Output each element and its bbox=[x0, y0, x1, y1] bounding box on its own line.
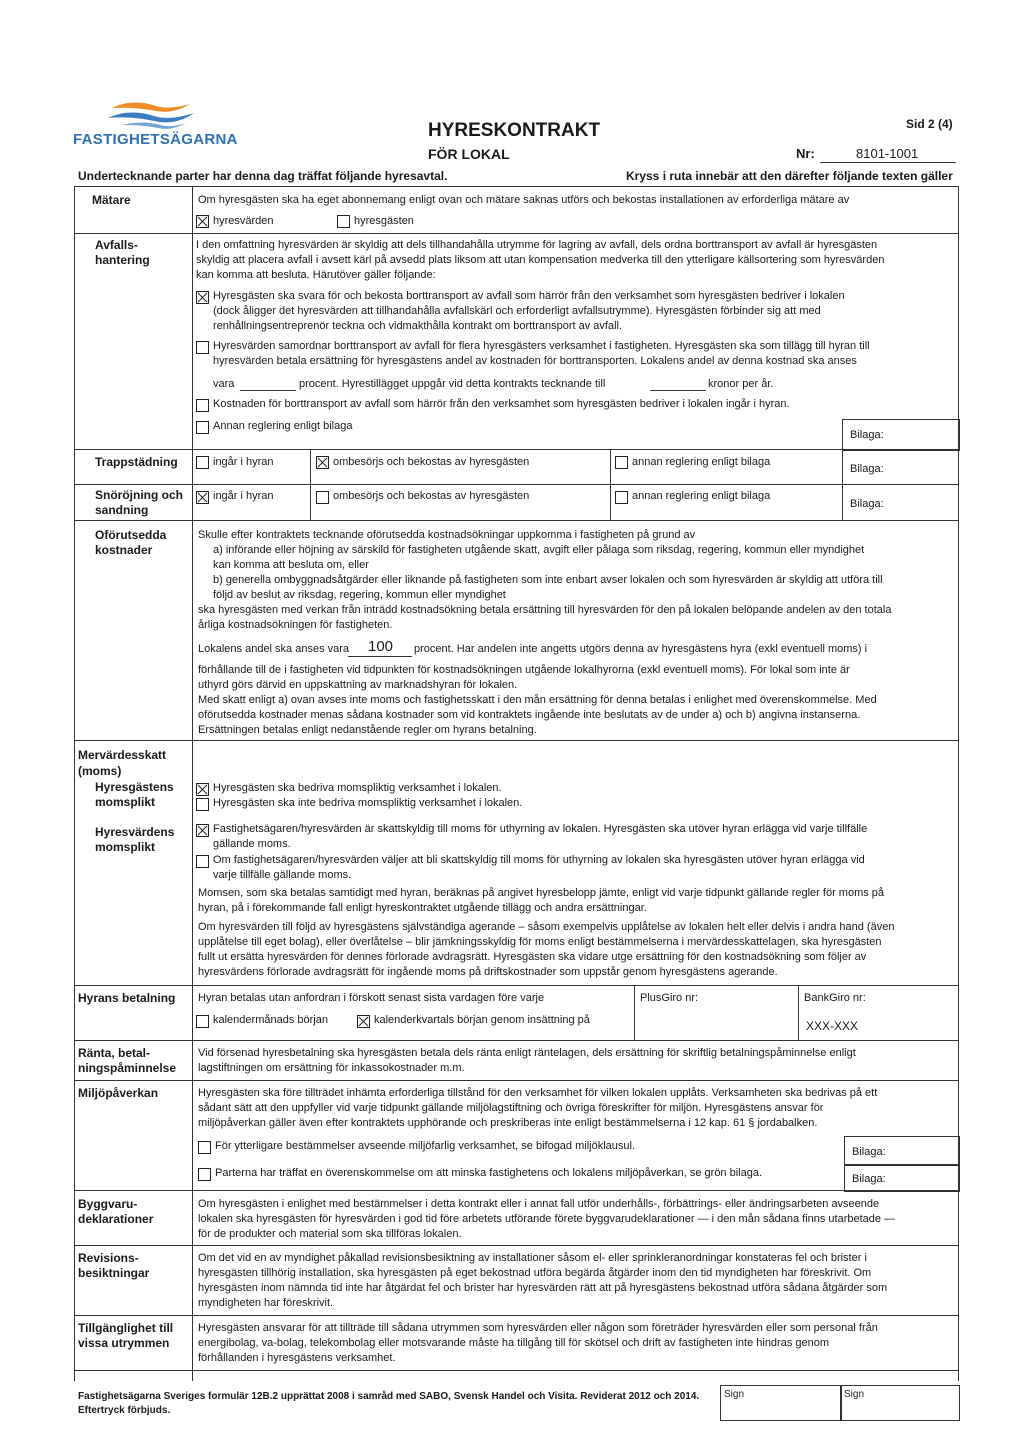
revision-line: myndigheten har föreskrivit. bbox=[198, 1297, 334, 1309]
betalning-text: Hyran betalas utan anfordran i förskott senast sista vardagen före varje bbox=[198, 992, 545, 1004]
ofor-andel-label: Lokalens andel ska anses vara bbox=[198, 643, 350, 655]
avfall-checkbox-annan[interactable] bbox=[196, 421, 209, 434]
footer-line2: Eftertryck förbjuds. bbox=[78, 1405, 171, 1416]
trapp-label: Trappstädning bbox=[95, 455, 178, 469]
logo-waves-icon bbox=[108, 98, 198, 130]
bankgiro-value[interactable]: XXX-XXX bbox=[806, 1019, 859, 1033]
miljo-line: Hyresgästen ska före tillträdet inhämta erforderliga tillstånd för den verksamhet för vilken lokalen upplåts. Verksamheten ska bedrivas på ett bbox=[198, 1087, 878, 1099]
avfall-option2-line: hyresvärden betala ersättning för hyresgästens andel av kostnaden för borttransporten. Lokalens andel av denna kostnad ska anses bbox=[213, 355, 857, 367]
plusgiro-label: PlusGiro nr: bbox=[640, 992, 699, 1004]
ofor-line: följd av beslut av riksdag, regering, kommun eller myndighet bbox=[213, 589, 506, 601]
avfall-kronor-input[interactable] bbox=[650, 390, 706, 391]
matare-option-hyresvarden: hyresvärden bbox=[213, 215, 274, 227]
contract-nr-label: Nr: bbox=[796, 146, 815, 161]
ranta-label-line1: Ränta, betal- bbox=[78, 1046, 151, 1060]
moms-hv-label-line2: momsplikt bbox=[95, 840, 156, 854]
ofor-andel-line bbox=[348, 656, 412, 657]
document-title: HYRESKONTRAKT bbox=[428, 120, 601, 141]
matare-checkbox-hyresvarden[interactable] bbox=[196, 215, 209, 228]
ranta-line: Vid försenad hyresbetalning ska hyresgästen betala dels ränta enligt räntelagen, dels ersättning för skriftlig betalningspåminnelse enligt bbox=[198, 1047, 856, 1059]
revision-label-line1: Revisions- bbox=[78, 1251, 139, 1265]
snow-checkbox-annan[interactable] bbox=[615, 491, 628, 504]
matare-text: Om hyresgästen ska ha eget abonnemang enligt ovan och mätare saknas utförs och bekostas installationen av erforderliga mätare av bbox=[198, 194, 850, 206]
moms-hv-option1-line: Fastighetsägaren/hyresvärden är skattskyldig till moms för uthyrning av lokalen. Hyresgästen ska utöver hyran erlägga vid varje tillfälle bbox=[213, 823, 868, 835]
avfall-intro-line: kan komma att besluta. Härutöver gäller följande: bbox=[196, 269, 436, 281]
moms-para1-line: hyran, på i förekommande fall enligt hyreskontraktet utgående tillägg och andra ersättningar. bbox=[198, 902, 647, 914]
avfall-checkbox-hyresgast[interactable] bbox=[196, 291, 209, 304]
revision-line: hyresgästen tillhörig installation, ska hyresgästen på eget bekostnad utföra begärda åtgärder inom den tid myndigheten har föreskrivit. Om bbox=[198, 1267, 872, 1279]
betalning-checkbox-kvartal[interactable] bbox=[357, 1015, 370, 1028]
miljo-line: sådant sätt att den uppfyller vid varje tidpunkt gällande miljölagstiftning och övriga föreskrifter för miljön. Hyresgästens ansvar för bbox=[198, 1102, 824, 1114]
betalning-option-kvartal: kalenderkvartals början genom insättning på bbox=[374, 1014, 590, 1026]
tillg-line: energibolag, va-bolag, telekombolag eller motsvarande måste ha tillgång till för skötsel och drift av fastigheten inte hindras genom bbox=[198, 1337, 830, 1349]
moms-hv-label-line1: Hyresvärdens bbox=[95, 825, 175, 839]
ofor-line2: Ersättningen betalas enligt nedanstående regler om hyrans betalning. bbox=[198, 724, 537, 736]
avfall-option1-line: Hyresgästen ska svara för och bekosta borttransport av avfall som härrör från den verksamhet som hyresgästen bedriver i lokalen bbox=[213, 290, 845, 302]
miljo-line: miljöpåverkan gäller även efter kontraktets upphörande och preskriberas inte enligt bestämmelserna i 12 kap. 61 § jordabalken. bbox=[198, 1117, 818, 1129]
miljo-bilaga1-label: Bilaga: bbox=[852, 1146, 886, 1158]
ofor-line: a) införande eller höjning av särskild för fastigheten utgående skatt, avgift eller pålaga som riksdag, regering, kommun eller myndighet bbox=[213, 544, 865, 556]
tillg-line: förhållanden i hyresgästens verksamhet. bbox=[198, 1352, 396, 1364]
ofor-line: ska hyresgästen med verkan från inträdd kostnadsökning betala ersättning till hyresvärden för den på lokalen belöpande andelen av den totala bbox=[198, 604, 892, 616]
matare-label: Mätare bbox=[92, 193, 131, 207]
revision-line: hyresgästen inom nämnda tid inte har åtgärdat fel och brister har hyresvärden rätt att på hyresgästens bekostnad utföra sådana åtgärder som bbox=[198, 1282, 888, 1294]
trapp-option-ingar: ingår i hyran bbox=[213, 456, 274, 468]
snow-option-hyresgast: ombesörjs och bekostas av hyresgästen bbox=[333, 490, 530, 502]
tillg-label-line1: Tillgänglighet till bbox=[78, 1321, 174, 1335]
sign-label-2: Sign bbox=[844, 1389, 865, 1400]
avfall-option4: Annan reglering enligt bilaga bbox=[213, 420, 353, 432]
moms-hv-option1-line: gällande moms. bbox=[213, 838, 291, 850]
ranta-label-line2: ningspåminnelse bbox=[78, 1061, 177, 1075]
moms-para2-line: hyresvärdens förlorade avdragsrätt för ingående moms på driftskostnader som uppstår genom hyresgästens agerande. bbox=[198, 966, 778, 978]
bygg-line: Om hyresgästen i enlighet med bestämmelser i detta kontrakt eller i annat fall utför underhålls-, förbättrings- eller ändringsarbeten avseende bbox=[198, 1198, 880, 1210]
avfall-procent-input[interactable] bbox=[240, 390, 296, 391]
moms-para2-line: fullt ut ersätta hyresvärden för dennes förlorade avdragsrätt. Hyresgästen ska vidare utge ersättning för den kostnadsökning som följer av bbox=[198, 951, 867, 963]
moms-para2-line: Om hyresvärden till följd av hyresgästens självständiga agerande – såsom exempelvis upplåtelse av lokalen helt eller delvis i andra hand (även bbox=[198, 921, 895, 933]
snow-checkbox-hyresgast[interactable] bbox=[316, 491, 329, 504]
moms-label-line1: Mervärdesskatt bbox=[78, 748, 167, 762]
moms-hv-option2-line: Om fastighetsägaren/hyresvärden väljer att bli skattskyldig till moms för uthyrning av lokalen ska hyresgästen utöver hyran erlägga vid bbox=[213, 854, 865, 866]
ofor-line2: Med skatt enligt a) ovan avses inte moms och fastighetsskatt i den mån ersättning för denna betalas i enlighet med överenskommelse. Med bbox=[198, 694, 877, 706]
miljo-label: Miljöpåverkan bbox=[78, 1086, 159, 1100]
intro-left: Undertecknande parter har denna dag träffat följande hyresavtal. bbox=[78, 169, 448, 183]
ofor-andel-value[interactable]: 100 bbox=[368, 638, 394, 655]
contract-nr-value: 8101-1001 bbox=[856, 146, 919, 161]
document-subtitle: FÖR LOKAL bbox=[428, 146, 510, 162]
trapp-option-hyresgast: ombesörjs och bekostas av hyresgästen bbox=[333, 456, 530, 468]
trapp-checkbox-hyresgast[interactable] bbox=[316, 456, 329, 469]
miljo-option1: För ytterligare bestämmelser avseende miljöfarlig verksamhet, se bifogad miljöklausul. bbox=[215, 1140, 636, 1152]
logo bbox=[73, 98, 238, 148]
moms-hg-option1: Hyresgästen ska bedriva momspliktig verksamhet i lokalen. bbox=[213, 782, 502, 794]
ofor-line: kan komma att besluta om, eller bbox=[213, 559, 369, 571]
moms-hv-checkbox-skattskyldig[interactable] bbox=[196, 824, 209, 837]
ofor-label-line2: kostnader bbox=[95, 543, 153, 557]
contract-nr-line bbox=[820, 162, 956, 163]
avfall-vara-label: vara bbox=[213, 378, 235, 390]
ofor-line2: uthyrd görs därvid en uppskattning av marknadshyran för lokalen. bbox=[198, 679, 518, 691]
ofor-andel-post: procent. Har andelen inte angetts utgörs denna av hyresgästens hyra (exkl eventuell moms) i bbox=[414, 643, 868, 655]
tillg-line: Hyresgästen ansvarar för att tillträde till sådana utrymmen som hyresvärden eller någon som företräder hyresvärden eller som personal från bbox=[198, 1322, 878, 1334]
revision-line: Om det vid en av myndighet påkallad revisionsbesiktning av installationer såsom el- eller sprinkleranordningar konstateras fel och brister i bbox=[198, 1252, 867, 1264]
ofor-line: årliga kostnadsökningen för fastigheten. bbox=[198, 619, 393, 631]
moms-para2-line: upplåtelse till eget bolag), eller överlåtelse – blir jämkningsskyldig för moms enligt bestämmelserna i mervärdesskattelagen, ska hyresgästen bbox=[198, 936, 882, 948]
avfall-label-line2: hantering bbox=[95, 253, 150, 267]
ofor-line2: oförutsedda kostnader menas sådana kostnader som vid kontraktets ingående inte beslutats av de under a) och b) angivna instanserna. bbox=[198, 709, 861, 721]
avfall-kronor-label: kronor per år. bbox=[708, 378, 774, 390]
bygg-line: för de produkter och material som ska tillföras lokalen. bbox=[198, 1228, 462, 1240]
trapp-checkbox-annan[interactable] bbox=[615, 456, 628, 469]
logo-text: FASTIGHETSÄGARNA bbox=[73, 131, 238, 148]
avfall-option2-line: Hyresvärden samordnar borttransport av avfall för flera hyresgästers verksamhet i fastigheten. Hyresgästen ska som tillägg till hyran till bbox=[213, 340, 870, 352]
avfall-option1-line: renhållningsentreprenör teckna och vidmakthålla kontrakt om borttransport av avfall. bbox=[213, 320, 623, 332]
bygg-line: lokalen ska hyresgästen för hyresvärden i god tid före arbetets utförande förete byggvarudeklarationer — i den mån sådana finns utarbetade — bbox=[198, 1213, 896, 1225]
snow-label-line2: sandning bbox=[95, 503, 149, 517]
miljo-checkbox-gron[interactable] bbox=[198, 1168, 211, 1181]
trapp-checkbox-ingar[interactable] bbox=[196, 456, 209, 469]
trapp-bilaga-label: Bilaga: bbox=[850, 463, 884, 475]
avfall-option1-line: (dock åligger det hyresvärden att tillhandahålla avfallskärl och erforderligt avfallsutrymme). Hyresgästen förbinder sig att med bbox=[213, 305, 821, 317]
ofor-line: Skulle efter kontraktets tecknande oförutsedda kostnadsökningar uppkomma i fastigheten på grund av bbox=[198, 529, 696, 541]
betalning-label: Hyrans betalning bbox=[78, 991, 176, 1005]
avfall-procent-label: procent. Hyrestillägget uppgår vid detta kontrakts tecknande till bbox=[299, 378, 606, 390]
ofor-label-line1: Oförutsedda bbox=[95, 528, 167, 542]
avfall-checkbox-ingar[interactable] bbox=[196, 399, 209, 412]
miljo-bilaga2-label: Bilaga: bbox=[852, 1173, 886, 1185]
matare-checkbox-hyresgasten[interactable] bbox=[337, 215, 350, 228]
snow-checkbox-ingar[interactable] bbox=[196, 491, 209, 504]
snow-option-ingar: ingår i hyran bbox=[213, 490, 274, 502]
revision-label-line2: besiktningar bbox=[78, 1266, 150, 1280]
moms-hg-option2: Hyresgästen ska inte bedriva momspliktig verksamhet i lokalen. bbox=[213, 797, 523, 809]
ofor-line: b) generella ombyggnadsåtgärder eller liknande på fastigheten som inte enbart avser lokalen och som hyresvärden är skyldig att utföra till bbox=[213, 574, 883, 586]
footer-line1: Fastighetsägarna Sveriges formulär 12B.2 upprättat 2008 i samråd med SABO, Svensk Handel och Visita. Reviderat 2012 och 2014. bbox=[78, 1391, 700, 1402]
miljo-checkbox-klausul[interactable] bbox=[198, 1141, 211, 1154]
moms-hv-option2-line: varje tillfälle gällande moms. bbox=[213, 869, 352, 881]
ofor-line2: förhållande till de i fastigheten vid tidpunkten för kostnadsökningen utgående lokalhyrorna (exkl eventuell moms). För lokal som inte är bbox=[198, 664, 850, 676]
sign-label-1: Sign bbox=[724, 1389, 745, 1400]
snow-option-annan: annan reglering enligt bilaga bbox=[632, 490, 771, 502]
intro-right: Kryss i ruta innebär att den därefter följande texten gäller bbox=[626, 169, 953, 183]
bygg-label-line2: deklarationer bbox=[78, 1212, 154, 1226]
moms-hv-checkbox-valjer[interactable] bbox=[196, 855, 209, 868]
moms-hg-checkbox-bedriva[interactable] bbox=[196, 783, 209, 796]
trapp-option-annan: annan reglering enligt bilaga bbox=[632, 456, 771, 468]
tillg-label-line2: vissa utrymmen bbox=[78, 1336, 170, 1350]
bankgiro-label: BankGiro nr: bbox=[804, 992, 866, 1004]
bygg-label-line1: Byggvaru- bbox=[78, 1197, 138, 1211]
avfall-option3: Kostnaden för borttransport av avfall som härrör från den verksamhet som hyresgästen bedriver i lokalen ingår i hyran. bbox=[213, 398, 790, 410]
miljo-option2: Parterna har träffat en överenskommelse om att minska fastighetens och lokalens miljöpåverkan, se grön bilaga. bbox=[215, 1167, 763, 1179]
snow-label-line1: Snöröjning och bbox=[95, 488, 183, 502]
avfall-intro-line: I den omfattning hyresvärden är skyldig att dels tillhandahålla utrymme för lagring av avfall, dels ordna borttransport av avfall är hyresgästen bbox=[196, 239, 878, 251]
betalning-checkbox-manad[interactable] bbox=[196, 1015, 209, 1028]
page-number: Sid 2 (4) bbox=[906, 117, 953, 131]
moms-hg-label-line2: momsplikt bbox=[95, 795, 156, 809]
moms-hg-checkbox-inte[interactable] bbox=[196, 798, 209, 811]
matare-option-hyresgasten: hyresgästen bbox=[354, 215, 414, 227]
ranta-line: lagstiftningen om ersättning för inkassokostnader m.m. bbox=[198, 1062, 465, 1074]
moms-para1-line: Momsen, som ska betalas samtidigt med hyran, beräknas på angivet hyresbelopp jämte, enligt vid varje tidpunkt gällande regler för moms på bbox=[198, 887, 885, 899]
avfall-label-line1: Avfalls- bbox=[95, 238, 138, 252]
avfall-checkbox-samordnar[interactable] bbox=[196, 341, 209, 354]
moms-hg-label-line1: Hyresgästens bbox=[95, 780, 174, 794]
betalning-option-manad: kalendermånads början bbox=[213, 1014, 328, 1026]
moms-label-line2: (moms) bbox=[78, 764, 122, 778]
avfall-bilaga-label: Bilaga: bbox=[850, 429, 884, 441]
avfall-intro-line: skyldig att placera avfall i avsett kärl på avsedd plats liksom att utan kompensation medverka till den ytterligare källsortering som hyresvärden bbox=[196, 254, 885, 266]
snow-bilaga-label: Bilaga: bbox=[850, 498, 884, 510]
